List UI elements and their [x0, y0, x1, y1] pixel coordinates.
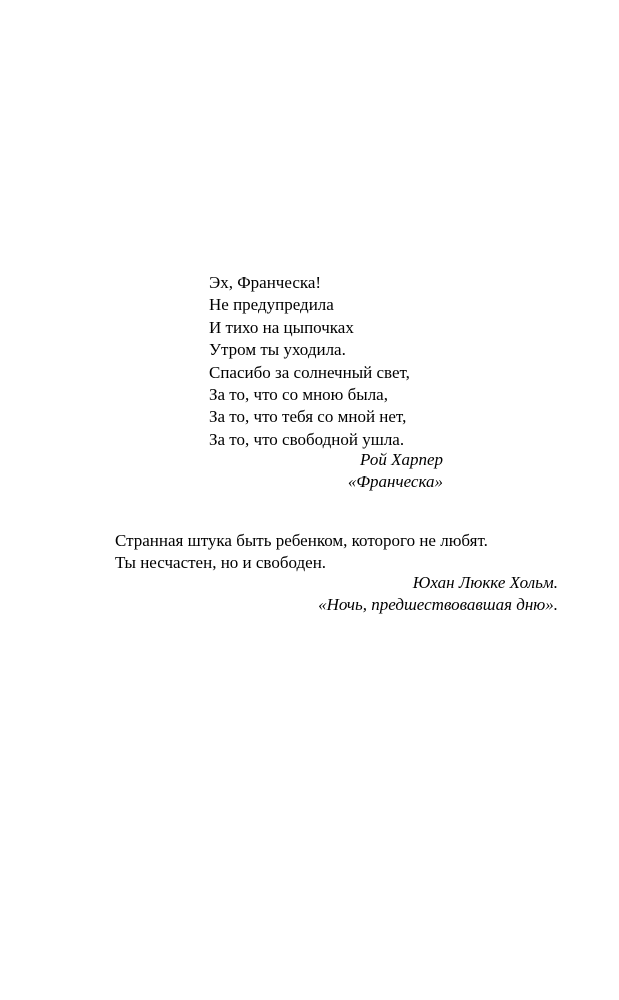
poem-line: Эх, Франческа! [209, 273, 322, 292]
poem-line: Не предупредила [209, 295, 334, 315]
poem-line: И тихо на цыпочках [209, 317, 354, 337]
prose-author: Юхан Люкке Хольм. [412, 573, 558, 592]
prose-epigraph [115, 530, 565, 575]
poem-line: Спасибо за солнечный свет, [209, 362, 410, 382]
poem-line: Утром ты уходила. [209, 340, 346, 360]
prose-line: Странная штука быть ребенком, которого не любят. [115, 531, 488, 550]
poem-epigraph [209, 272, 469, 451]
poem-line: За то, что со мною была, [209, 385, 388, 405]
poem-author: Рой Харпер [360, 450, 443, 469]
poem-attribution [348, 449, 443, 494]
poem-line: За то, что тебя со мной нет, [209, 407, 407, 427]
poem-work-title: «Франческа» [347, 472, 443, 492]
prose-attribution [318, 572, 558, 617]
poem-line: За то, что свободной ушла. [209, 429, 405, 449]
prose-work-title: «Ночь, предшествовавшая дню». [318, 595, 558, 615]
prose-line: Ты несчастен, но и свободен. [115, 553, 327, 573]
poem-lines [209, 272, 469, 451]
